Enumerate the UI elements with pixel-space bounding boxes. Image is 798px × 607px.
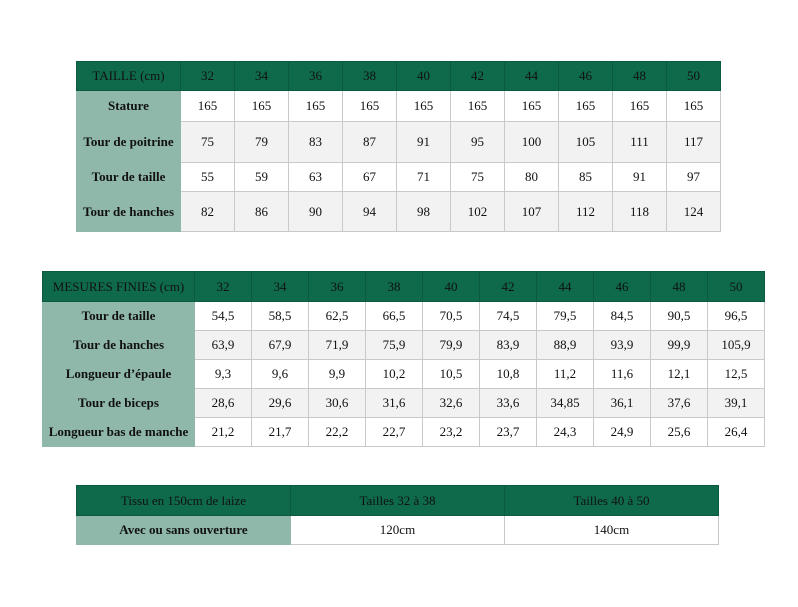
table-row	[43, 418, 765, 447]
table-cell: 82	[181, 192, 235, 232]
size-header: 42	[451, 62, 505, 91]
size-header: 36	[289, 62, 343, 91]
table-cell: 105,9	[708, 331, 765, 360]
table-cell: 10,5	[423, 360, 480, 389]
table-cell: 22,2	[309, 418, 366, 447]
column-header: Tissu en 150cm de laize	[77, 486, 291, 516]
table-row	[43, 331, 765, 360]
table-cell: 12,1	[651, 360, 708, 389]
table-cell: 80	[505, 163, 559, 192]
table-cell: 10,8	[480, 360, 537, 389]
table-cell: 117	[667, 122, 721, 163]
table-cell: 12,5	[708, 360, 765, 389]
table-cell: 24,9	[594, 418, 651, 447]
column-header: TAILLE (cm)	[77, 62, 181, 91]
table-cell: 87	[343, 122, 397, 163]
table-row	[77, 91, 721, 122]
table-cell: 70,5	[423, 302, 480, 331]
table-cell: 90,5	[651, 302, 708, 331]
row-label: Tour de hanches	[43, 331, 195, 360]
table-row	[77, 516, 719, 545]
table-cell: 59	[235, 163, 289, 192]
table-cell: 37,6	[651, 389, 708, 418]
size-header: 44	[537, 272, 594, 302]
table-cell: 93,9	[594, 331, 651, 360]
table-cell: 91	[613, 163, 667, 192]
row-label: Longueur bas de manche	[43, 418, 195, 447]
table-cell: 28,6	[195, 389, 252, 418]
row-label: Tour de poitrine	[77, 122, 181, 163]
table-cell: 11,2	[537, 360, 594, 389]
table-cell: 75,9	[366, 331, 423, 360]
row-label: Tour de biceps	[43, 389, 195, 418]
column-header: Tailles 40 à 50	[505, 486, 719, 516]
table-row	[43, 302, 765, 331]
table-cell: 74,5	[480, 302, 537, 331]
table-cell: 165	[505, 91, 559, 122]
table-cell: 111	[613, 122, 667, 163]
table-cell: 9,6	[252, 360, 309, 389]
column-header: Tailles 32 à 38	[291, 486, 505, 516]
table-row	[77, 192, 721, 232]
row-label: Tour de hanches	[77, 192, 181, 232]
table-cell: 99,9	[651, 331, 708, 360]
table-cell: 21,2	[195, 418, 252, 447]
size-header: 38	[366, 272, 423, 302]
table-cell: 11,6	[594, 360, 651, 389]
table-cell: 88,9	[537, 331, 594, 360]
size-header: 34	[235, 62, 289, 91]
table-cell: 95	[451, 122, 505, 163]
table-cell: 165	[343, 91, 397, 122]
table-cell: 165	[451, 91, 505, 122]
fabric-requirements-table	[76, 485, 719, 545]
table-cell: 63	[289, 163, 343, 192]
table-header-row	[77, 62, 721, 91]
row-label: Avec ou sans ouverture	[77, 516, 291, 545]
table-cell: 105	[559, 122, 613, 163]
table-cell: 58,5	[252, 302, 309, 331]
table-cell: 75	[181, 122, 235, 163]
column-header: MESURES FINIES (cm)	[43, 272, 195, 302]
table-cell: 67	[343, 163, 397, 192]
size-header: 38	[343, 62, 397, 91]
table-cell: 165	[289, 91, 343, 122]
table-cell: 79,9	[423, 331, 480, 360]
size-header: 50	[667, 62, 721, 91]
table-cell: 31,6	[366, 389, 423, 418]
table-cell: 23,7	[480, 418, 537, 447]
table-cell: 29,6	[252, 389, 309, 418]
size-header: 40	[423, 272, 480, 302]
table-cell: 96,5	[708, 302, 765, 331]
table-cell: 124	[667, 192, 721, 232]
table-cell: 98	[397, 192, 451, 232]
table-cell: 25,6	[651, 418, 708, 447]
table-cell: 118	[613, 192, 667, 232]
row-label: Stature	[77, 91, 181, 122]
table-cell: 33,6	[480, 389, 537, 418]
table-cell: 112	[559, 192, 613, 232]
table-cell: 9,3	[195, 360, 252, 389]
size-header: 50	[708, 272, 765, 302]
size-header: 46	[594, 272, 651, 302]
table-cell: 120cm	[291, 516, 505, 545]
table-cell: 26,4	[708, 418, 765, 447]
table-cell: 97	[667, 163, 721, 192]
size-header: 46	[559, 62, 613, 91]
table-cell: 66,5	[366, 302, 423, 331]
table-row	[43, 389, 765, 418]
table-header-row	[77, 486, 719, 516]
table-header-row	[43, 272, 765, 302]
size-header: 34	[252, 272, 309, 302]
table-cell: 54,5	[195, 302, 252, 331]
size-header: 42	[480, 272, 537, 302]
table-cell: 75	[451, 163, 505, 192]
table-cell: 165	[559, 91, 613, 122]
table-cell: 55	[181, 163, 235, 192]
table-cell: 62,5	[309, 302, 366, 331]
table-cell: 21,7	[252, 418, 309, 447]
table-cell: 34,85	[537, 389, 594, 418]
table-row	[77, 122, 721, 163]
table-row	[77, 163, 721, 192]
size-chart-table	[76, 61, 721, 232]
table-cell: 107	[505, 192, 559, 232]
table-cell: 102	[451, 192, 505, 232]
table-cell: 71	[397, 163, 451, 192]
size-header: 32	[181, 62, 235, 91]
table-cell: 67,9	[252, 331, 309, 360]
table-cell: 36,1	[594, 389, 651, 418]
table-cell: 32,6	[423, 389, 480, 418]
table-cell: 63,9	[195, 331, 252, 360]
table-cell: 71,9	[309, 331, 366, 360]
table-cell: 140cm	[505, 516, 719, 545]
row-label: Longueur d’épaule	[43, 360, 195, 389]
size-header: 36	[309, 272, 366, 302]
size-header: 44	[505, 62, 559, 91]
table-cell: 83,9	[480, 331, 537, 360]
table-cell: 84,5	[594, 302, 651, 331]
table-cell: 94	[343, 192, 397, 232]
table-cell: 90	[289, 192, 343, 232]
size-header: 48	[651, 272, 708, 302]
row-label: Tour de taille	[77, 163, 181, 192]
table-cell: 85	[559, 163, 613, 192]
table-cell: 91	[397, 122, 451, 163]
size-header: 48	[613, 62, 667, 91]
table-cell: 79	[235, 122, 289, 163]
table-cell: 23,2	[423, 418, 480, 447]
table-cell: 39,1	[708, 389, 765, 418]
table-cell: 165	[667, 91, 721, 122]
table-cell: 30,6	[309, 389, 366, 418]
table-cell: 9,9	[309, 360, 366, 389]
finished-measurements-table	[42, 271, 765, 447]
table-cell: 165	[235, 91, 289, 122]
table-cell: 86	[235, 192, 289, 232]
table-cell: 22,7	[366, 418, 423, 447]
table-cell: 100	[505, 122, 559, 163]
table-cell: 165	[397, 91, 451, 122]
table-cell: 165	[613, 91, 667, 122]
row-label: Tour de taille	[43, 302, 195, 331]
table-row	[43, 360, 765, 389]
size-header: 32	[195, 272, 252, 302]
table-cell: 10,2	[366, 360, 423, 389]
table-cell: 165	[181, 91, 235, 122]
table-cell: 83	[289, 122, 343, 163]
size-header: 40	[397, 62, 451, 91]
table-cell: 79,5	[537, 302, 594, 331]
table-cell: 24,3	[537, 418, 594, 447]
